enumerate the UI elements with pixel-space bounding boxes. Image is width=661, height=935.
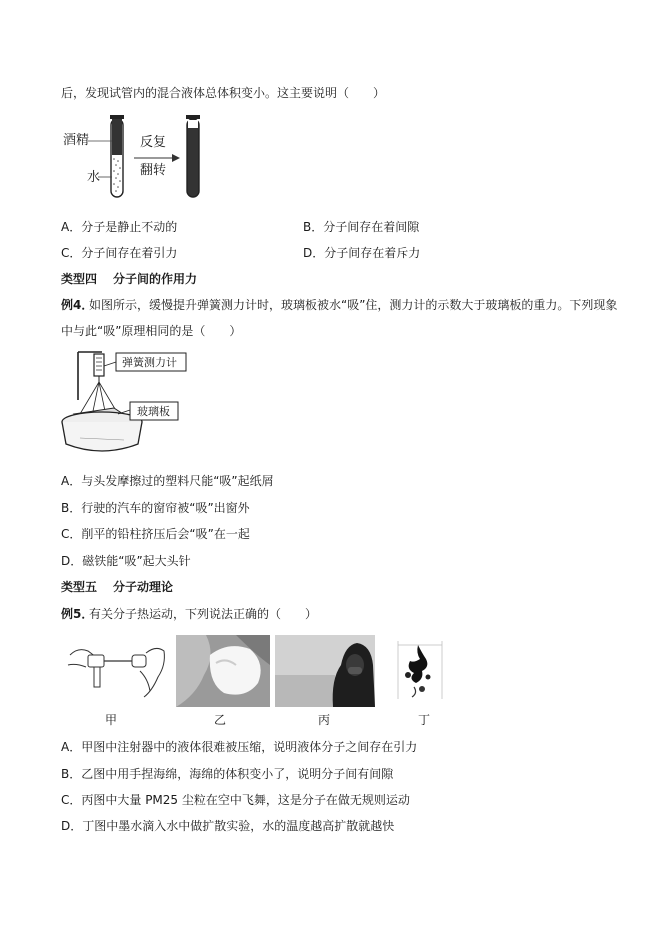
fig1-label-water: 水 [87,170,101,185]
ex5-option-a: A．甲图中注射器中的液体很难被压缩，说明液体分子之间存在引力 [61,740,418,754]
ex5-option-b: B．乙图中用手捏海绵，海绵的体积变小了，说明分子间有间隙 [61,767,394,781]
fig5-caption-bing: 丙 [318,713,331,727]
section5-title: 分子动理论 [113,580,174,594]
ex4-option-d: D．磁铁能“吸”起大头针 [61,554,191,568]
ex5-option-d: D．丁图中墨水滴入水中做扩散实验，水的温度越高扩散就越快 [61,819,395,833]
ex4-option-a: A．与头发摩擦过的塑料尺能“吸”起纸屑 [61,474,274,488]
section4-title: 分子间的作用力 [113,272,198,286]
test-tube-figure [60,113,230,205]
q3-option-d: D．分子间存在着斥力 [303,246,421,260]
fig5-caption-yi: 乙 [214,713,227,727]
fig5-caption-jia: 甲 [105,713,118,727]
ex4-option-b: B．行驶的汽车的窗帘被“吸”出窗外 [61,501,250,515]
fig4-label-glass-plate: 玻璃板 [137,405,170,418]
ex5-question: 有关分子热运动，下列说法正确的（ ） [89,607,318,621]
test-tube-drawing [60,113,230,205]
intro-line: 后，发现试管内的混合液体总体积变小。这主要说明（ ） [61,86,386,100]
ink-diffusion-photo [394,635,446,707]
syringe-drawing [60,635,172,707]
fig5-panel-ding [394,635,446,707]
ex5-number: 例5． [61,607,94,621]
fig5-caption-ding: 丁 [418,713,431,727]
pm25-photo [275,635,375,707]
fig1-arrow-label-bottom: 翻转 [140,163,167,178]
ex4-line2: 中与此“吸”原理相同的是（ ） [61,324,242,338]
fig1-arrow-label-top: 反复 [140,135,167,150]
spring-scale-figure [60,348,190,460]
ex4-number: 例4． [61,298,94,312]
sponge-photo [176,635,270,707]
q3-option-a: A．分子是静止不动的 [61,220,178,234]
fig4-label-spring-scale: 弹簧测力计 [122,356,177,369]
section4-label: 类型四 [61,272,98,286]
ex4-option-c: C．削平的铅柱挤压后会“吸”在一起 [61,527,250,541]
fig5-panel-jia [60,635,172,707]
q3-option-c: C．分子间存在着引力 [61,246,178,260]
fig5-panel-yi [176,635,270,707]
fig5-panel-bing [275,635,375,707]
section5-label: 类型五 [61,580,98,594]
q3-option-b: B．分子间存在着间隙 [303,220,420,234]
ex5-option-c: C．丙图中大量 PM25 尘粒在空中飞舞，这是分子在做无规则运动 [61,793,410,807]
ex4-line1: 如图所示，缓慢提升弹簧测力计时，玻璃板被水“吸”住，测力计的示数大于玻璃板的重力。下列现象 [89,298,618,312]
fig1-label-alcohol: 酒精 [63,133,90,148]
